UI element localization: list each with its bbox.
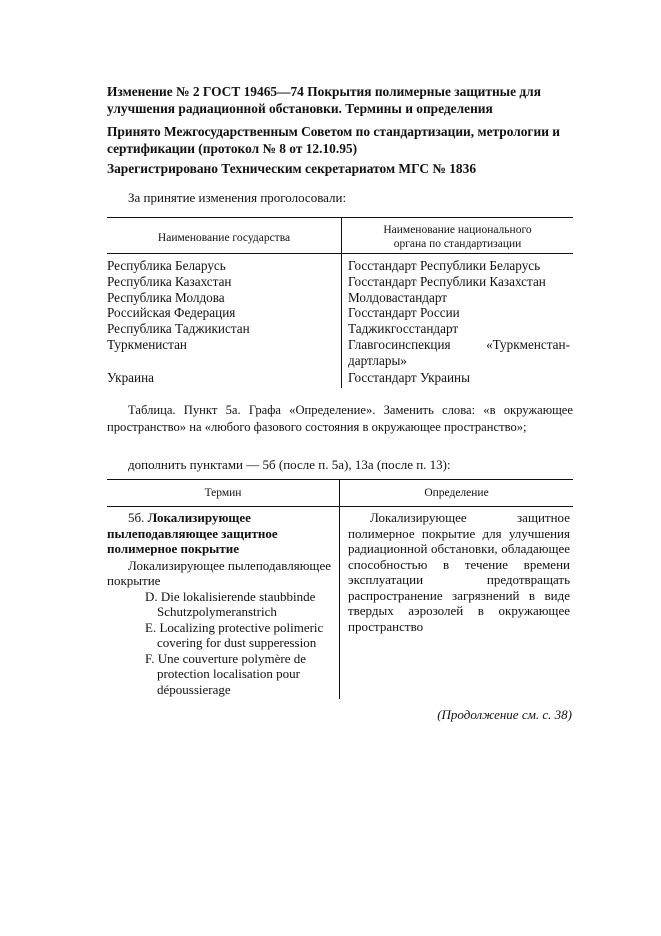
vote-col-state-header: Наименование государства (157, 232, 291, 244)
vote-col-organ-header (342, 223, 573, 251)
amendment-text-content: Таблица. Пункт 5а. Графа «Определение». Заменить слова: «в окружающее пространство» на «любого фазового состояния в окружающее пространство»; (107, 403, 573, 434)
supplement-text: дополнить пунктами — 5б (после п. 5а), 13а (после п. 13): (128, 457, 451, 472)
vote-state-cell: Российская Федерация (107, 305, 236, 320)
change-title: Изменение № 2 ГОСТ 19465—74 Покрытия полимерные защитные для улучшения радиационной обстановки. Термины и определения (107, 84, 541, 116)
term-table-divider (339, 479, 340, 699)
vote-col-organ-header-line2: органа по стандартизации (393, 238, 522, 250)
term-title: Локализирующее пылеподавляющее защитное полимерное покрытие (107, 510, 278, 556)
registration-note: Зарегистрировано Техническим секретариатом МГС № 1836 (107, 161, 477, 176)
translation-fr: F. Une couverture polymère de protection localisation pour dépoussierage (145, 650, 307, 697)
amendment-text (107, 402, 573, 436)
term-cell (107, 510, 333, 697)
vote-organ-cell: Госстандарт Республики Беларусь (348, 258, 541, 273)
vote-state-cell: Республика Таджикистан (107, 321, 250, 336)
vote-table-top-rule (107, 217, 573, 218)
vote-organ-cell: Госстандарт Украины (348, 370, 470, 385)
term-number: 5б. (128, 510, 145, 525)
vote-state-cell: Туркменистан (107, 337, 187, 352)
definition-col-header: Определение (424, 487, 489, 499)
vote-state-cell: Украина (107, 370, 154, 385)
vote-state-cell: Республика Беларусь (107, 258, 226, 273)
vote-organ-cell: Госстандарт России (348, 305, 460, 320)
continuation-note: (Продолжение см. с. 38) (437, 707, 572, 722)
term-table-top-rule (107, 479, 573, 480)
vote-organ-cell: Молдовастандарт (348, 290, 448, 305)
vote-col-organ-header-line1: Наименование национального (383, 224, 532, 236)
translation-en: E. Localizing protective polimeric covering for dust supperession (145, 619, 324, 650)
vote-organ-cell: Таджикгосстандарт (348, 321, 459, 336)
term-heading (107, 510, 333, 557)
term-short-form: Локализирующее пылеподавляющее покрытие (107, 557, 331, 588)
vote-organ-cell: Госстандарт Республики Казахстан (348, 274, 546, 289)
term-table-header-rule (107, 506, 573, 507)
term-translations (107, 589, 333, 698)
vote-organ-cell: Главгосинспекция «Туркменстан-дартлары» (348, 337, 570, 368)
vote-table-header-rule (107, 253, 573, 254)
definition-text: Локализирующее защитное полимерное покрытие для улучшения радиационной обстановки, обладающее способностью в течение времени эксплуатации предотвращать распространение загрязнений в виде твердых аэрозолей в окружающее пространство (348, 510, 570, 634)
term-col-header: Термин (204, 487, 242, 499)
definition-cell (348, 510, 570, 634)
translation-de: D. Die lokalisierende staubbinde Schutzpolymeranstrich (145, 588, 316, 619)
adoption-note: Принято Межгосударственным Советом по стандартизации, метрологии и сертификации (протокол № 8 от 12.10.95) (107, 124, 560, 156)
vote-state-cell: Республика Казахстан (107, 274, 232, 289)
vote-state-cell: Республика Молдова (107, 290, 225, 305)
voted-intro: За принятие изменения проголосовали: (128, 190, 347, 205)
